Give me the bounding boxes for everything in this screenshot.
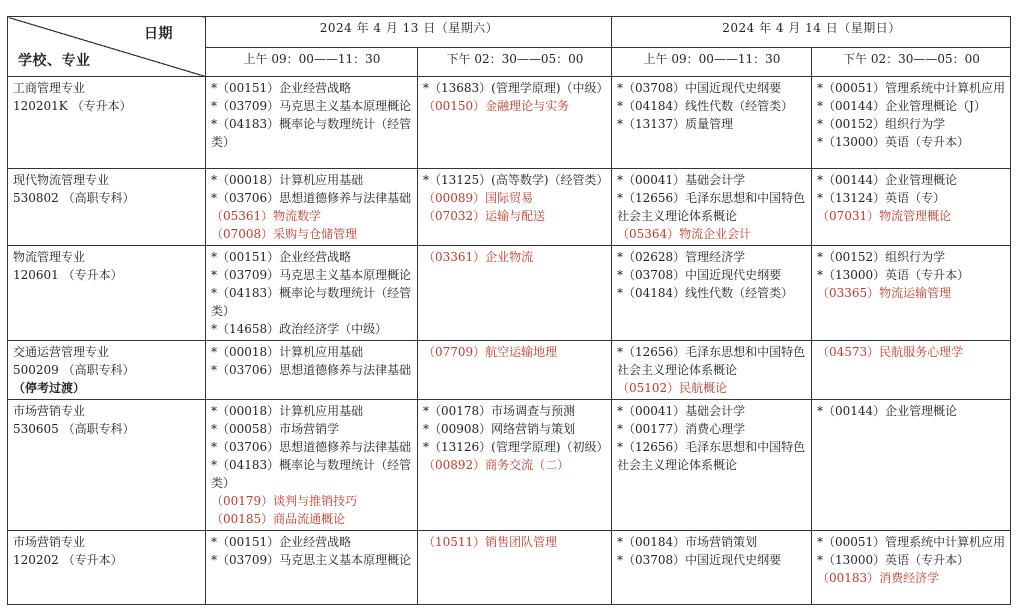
course-item: *（00178）市场调查与预测: [423, 404, 576, 418]
exam-slot-cell: [418, 77, 612, 169]
course-item: *（03708）中国近现代史纲要: [617, 81, 782, 95]
slot-header: 上午 09：00——11：30: [612, 48, 812, 77]
course-item: *（03706）思想道德修养与法律基础: [211, 191, 412, 205]
exam-slot-cell: [206, 169, 418, 246]
corner-school-label: 学校、专业: [18, 53, 91, 69]
exam-slot-cell: [418, 400, 612, 531]
schedule-row: [8, 341, 1011, 400]
course-item: *（04184）线性代数（经管类）: [617, 286, 794, 300]
course-item: *（04183）概率论与数理统计（经管类）: [211, 458, 412, 490]
course-item: *（00051）管理系统中计算机应用: [817, 81, 1006, 95]
day-header: 2024 年 4 月 14 日（星期日）: [612, 17, 1011, 48]
slot-header: 下午 02：30——05：00: [812, 48, 1011, 77]
course-item: *（04184）线性代数（经管类）: [617, 99, 794, 113]
exam-slot-cell: [812, 77, 1011, 169]
course-item: *（03706）思想道德修养与法律基础: [211, 363, 412, 377]
course-item: （00185）商品流通概论: [211, 512, 346, 526]
course-item: *（00144）企业管理概论: [817, 404, 958, 418]
course-item: *（00041）基础会计学: [617, 404, 746, 418]
major-name: 市场营销专业: [13, 404, 86, 418]
course-item: *（12656）毛泽东思想和中国特色社会主义理论体系概论: [617, 345, 806, 377]
course-item: *（13137）质量管理: [617, 117, 734, 131]
course-item: （07031）物流管理概论: [817, 209, 952, 223]
exam-slot-cell: [206, 341, 418, 400]
schedule-row: [8, 246, 1011, 341]
course-item: *（02628）管理经济学: [617, 250, 746, 264]
course-item: *（00144）企业管理概论（J）: [817, 99, 986, 113]
exam-schedule-document: [7, 16, 1011, 605]
major-code: 120202 （专升本）: [13, 553, 123, 567]
course-item: *（04183）概率论与数理统计（经管类）: [211, 117, 412, 149]
course-item: *（00151）企业经营战略: [211, 81, 352, 95]
course-item: *（03708）中国近现代史纲要: [617, 268, 782, 282]
exam-slot-cell: [206, 246, 418, 341]
school-major-cell: [8, 400, 206, 531]
course-item: *（03709）马克思主义基本原理概论: [211, 99, 412, 113]
course-item: （07008）采购与仓储管理: [211, 227, 358, 241]
course-item: （10511）销售团队管理: [423, 535, 558, 549]
course-item: （05102）民航概论: [617, 381, 728, 395]
school-major-cell: [8, 246, 206, 341]
course-item: （03365）物流运输管理: [817, 286, 952, 300]
exam-slot-cell: [418, 341, 612, 400]
course-item: *（00177）消费心理学: [617, 422, 746, 436]
course-item: *（03708）中国近现代史纲要: [617, 553, 782, 567]
course-item: *（03709）马克思主义基本原理概论: [211, 553, 412, 567]
course-item: *（00184）市场营销策划: [617, 535, 758, 549]
school-major-cell: [8, 531, 206, 605]
course-item: *（00152）组织行为学: [817, 250, 946, 264]
exam-slot-cell: [812, 169, 1011, 246]
exam-slot-cell: [612, 531, 812, 605]
course-item: *（13683）(管理学原理)（中级）: [423, 81, 609, 95]
course-item: *（00041）基础会计学: [617, 173, 746, 187]
course-item: *（03706）思想道德修养与法律基础: [211, 440, 412, 454]
major-name: 交通运营管理专业: [13, 345, 110, 359]
course-item: *（00152）组织行为学: [817, 117, 946, 131]
corner-header: [8, 17, 206, 77]
course-item: （05361）物流数学: [211, 209, 322, 223]
school-major-cell: [8, 77, 206, 169]
schedule-row: [8, 77, 1011, 169]
course-item: *（00051）管理系统中计算机应用: [817, 535, 1006, 549]
course-item: （07032）运输与配送: [423, 209, 546, 223]
school-major-cell: [8, 169, 206, 246]
schedule-row: [8, 400, 1011, 531]
course-item: *（13000）英语（专升本）: [817, 135, 970, 149]
course-item: （04573）民航服务心理学: [817, 345, 964, 359]
course-item: *（13125）(高等数学)（经管类）: [423, 173, 609, 187]
course-item: （00179）谈判与推销技巧: [211, 494, 358, 508]
exam-schedule-table: [7, 16, 1011, 605]
schedule-row: [8, 169, 1011, 246]
exam-slot-cell: [612, 400, 812, 531]
exam-slot-cell: [418, 531, 612, 605]
schedule-row: [8, 531, 1011, 605]
course-item: *（13000）英语（专升本）: [817, 553, 970, 567]
major-note: （停考过渡）: [13, 381, 86, 395]
exam-slot-cell: [612, 246, 812, 341]
major-code: 120201K （专升本）: [13, 99, 132, 113]
exam-slot-cell: [812, 246, 1011, 341]
course-item: *（14658）政治经济学（中级）: [211, 322, 388, 336]
course-item: *（00018）计算机应用基础: [211, 173, 364, 187]
course-item: *（13124）英语（专）: [817, 191, 946, 205]
course-item: *（00151）企业经营战略: [211, 250, 352, 264]
course-item: *（03709）马克思主义基本原理概论: [211, 268, 412, 282]
course-item: *（00018）计算机应用基础: [211, 404, 364, 418]
major-name: 现代物流管理专业: [13, 173, 110, 187]
course-item: *（12656）毛泽东思想和中国特色社会主义理论体系概论: [617, 440, 806, 472]
major-name: 工商管理专业: [13, 81, 86, 95]
corner-date-label: 日期: [144, 26, 173, 42]
exam-slot-cell: [812, 400, 1011, 531]
course-item: （07709）航空运输地理: [423, 345, 558, 359]
exam-slot-cell: [612, 341, 812, 400]
exam-slot-cell: [812, 341, 1011, 400]
exam-slot-cell: [418, 169, 612, 246]
exam-slot-cell: [812, 531, 1011, 605]
course-item: （00183）消费经济学: [817, 571, 940, 585]
course-item: *（12656）毛泽东思想和中国特色社会主义理论体系概论: [617, 191, 806, 223]
school-major-cell: [8, 341, 206, 400]
course-item: *（00018）计算机应用基础: [211, 345, 364, 359]
major-code: 530605 （高职专科）: [13, 422, 135, 436]
course-item: （05364）物流企业会计: [617, 227, 752, 241]
course-item: （03361）企业物流: [423, 250, 534, 264]
major-code: 120601 （专升本）: [13, 268, 123, 282]
course-item: *（00908）网络营销与策划: [423, 422, 576, 436]
course-item: *（13000）英语（专升本）: [817, 268, 970, 282]
exam-slot-cell: [206, 531, 418, 605]
course-item: （00089）国际贸易: [423, 191, 534, 205]
major-code: 530802 （高职专科）: [13, 191, 135, 205]
slot-header: 上午 09：00——11：30: [206, 48, 418, 77]
major-name: 市场营销专业: [13, 535, 86, 549]
exam-slot-cell: [418, 246, 612, 341]
course-item: *（13126）(管理学原理)（初级）: [423, 440, 609, 454]
course-item: （00150）金融理论与实务: [423, 99, 570, 113]
exam-slot-cell: [206, 77, 418, 169]
exam-slot-cell: [612, 77, 812, 169]
course-item: *（00144）企业管理概论: [817, 173, 958, 187]
major-code: 500209 （高职专科）: [13, 363, 135, 377]
slot-header: 下午 02：30——05：00: [418, 48, 612, 77]
day-header: 2024 年 4 月 13 日（星期六）: [206, 17, 612, 48]
major-name: 物流管理专业: [13, 250, 86, 264]
exam-slot-cell: [206, 400, 418, 531]
exam-slot-cell: [612, 169, 812, 246]
course-item: *（00058）市场营销学: [211, 422, 340, 436]
schedule-body: [8, 77, 1011, 605]
course-item: *（04183）概率论与数理统计（经管类）: [211, 286, 412, 318]
course-item: *（00151）企业经营战略: [211, 535, 352, 549]
course-item: （00892）商务交流（二）: [423, 458, 570, 472]
